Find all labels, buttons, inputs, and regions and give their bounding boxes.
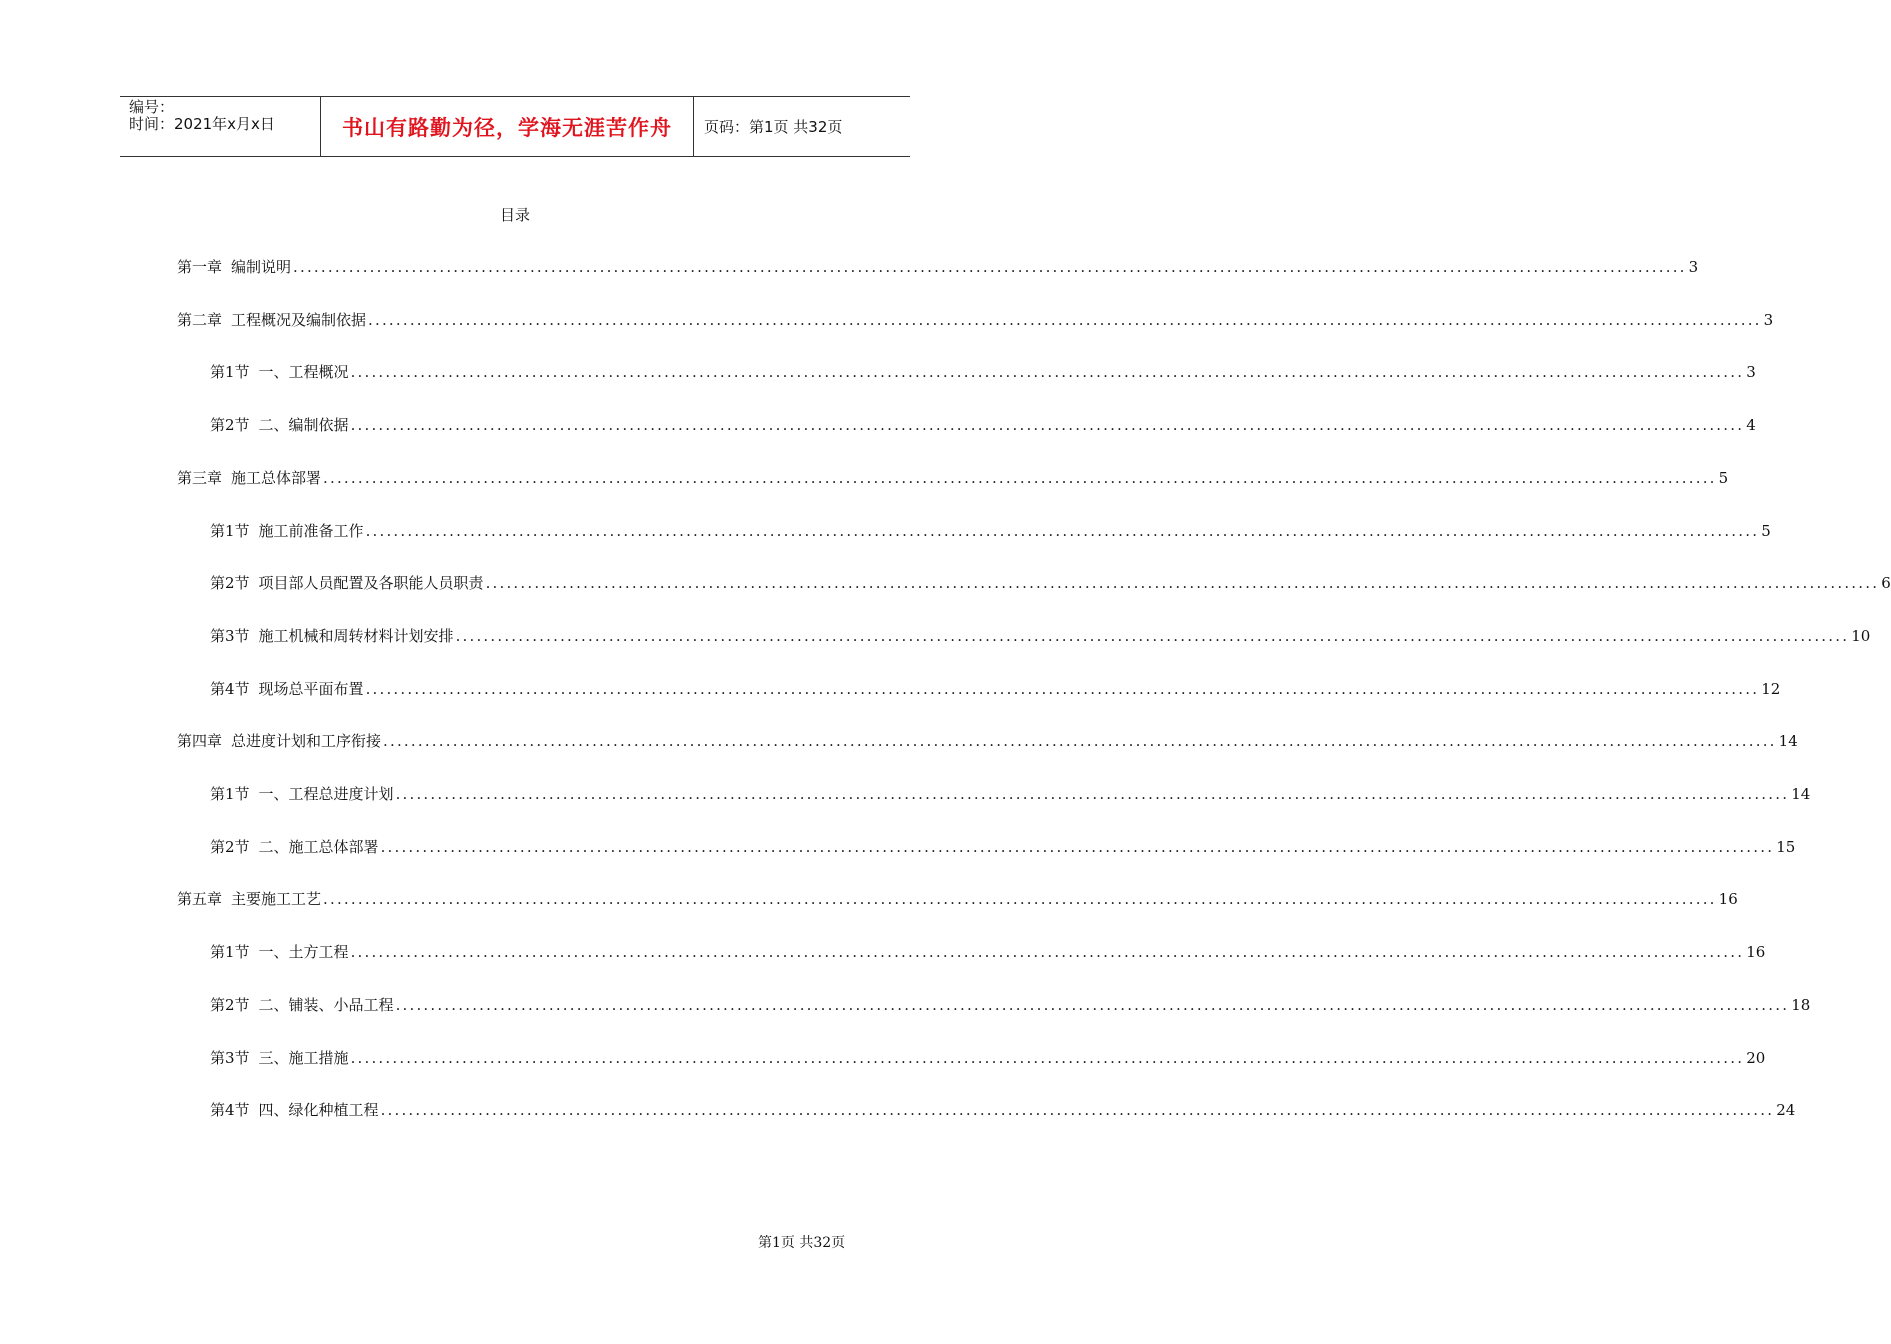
toc-entry-page: 15: [1776, 837, 1796, 856]
toc-entry-page: 16: [1718, 890, 1738, 909]
toc-entry-leader: ........................................................................................................................................................................................................: [323, 468, 1717, 487]
toc-entry-page: 3: [1763, 310, 1774, 329]
toc-entry-page: 20: [1746, 1048, 1766, 1067]
toc-entry-leader: ........................................................................................................................................................................................................: [380, 837, 1775, 856]
header-page-info: 页码：第1页 共32页: [704, 118, 843, 136]
toc-entry-number: 第1节: [210, 785, 250, 803]
toc-entry[interactable]: [210, 783, 1811, 805]
toc-entry-number: 第一章: [177, 258, 223, 276]
toc-entry[interactable]: [210, 414, 1756, 436]
toc-entry[interactable]: [210, 1099, 1796, 1121]
toc-entry-page: 4: [1746, 416, 1756, 435]
toc-entry[interactable]: [210, 520, 1771, 542]
toc-entry[interactable]: [210, 941, 1766, 963]
toc-entry-number: 第四章: [177, 732, 223, 751]
toc-entry-page: 18: [1791, 995, 1811, 1014]
toc-entry-number: 第2节: [210, 837, 250, 856]
toc-entry-number: 第3节: [210, 1048, 250, 1067]
toc-entry-number: 第1节: [210, 943, 250, 962]
toc-entry-leader: ........................................................................................................................................................................................................: [350, 416, 1745, 435]
toc-entry-leader: ........................................................................................................................................................................................................: [455, 626, 1850, 645]
toc-entry[interactable]: [177, 467, 1729, 489]
toc-entry-title: 二、编制依据: [258, 416, 349, 435]
toc-entry-title: 一、工程总进度计划: [258, 785, 394, 803]
toc-entry-title: 施工总体部署: [231, 468, 322, 487]
toc-entry-page: 14: [1778, 732, 1798, 751]
toc-entry-title: 施工前准备工作: [258, 521, 364, 540]
toc-entry-title: 总进度计划和工序衔接: [231, 732, 382, 751]
toc-entry-leader: ........................................................................................................................................................................................................: [383, 732, 1777, 751]
toc-entry-number: 第2节: [210, 416, 250, 435]
toc-entry-leader: ........................................................................................................................................................................................................: [350, 1048, 1745, 1067]
toc-entry-number: 第2节: [210, 574, 250, 593]
toc-entry-number: 第3节: [210, 626, 250, 645]
toc-entry-title: 二、铺装、小品工程: [258, 995, 394, 1014]
toc-entry[interactable]: [210, 572, 1891, 594]
toc-entry-number: 第2节: [210, 995, 250, 1014]
toc-entry-page: 24: [1776, 1101, 1796, 1120]
header-meta: [120, 97, 321, 156]
toc-entry-page: 5: [1718, 468, 1729, 487]
toc-entry-title: 工程概况及编制依据: [231, 310, 367, 329]
page-header: [120, 96, 910, 157]
toc-entry-leader: ........................................................................................................................................................................................................: [395, 995, 1790, 1014]
toc-entry-title: 编制说明: [231, 258, 292, 276]
toc-entry-leader: ........................................................................................................................................................................................................: [323, 890, 1717, 909]
toc-entry-title: 四、绿化种植工程: [258, 1101, 379, 1120]
toc-entry-number: 第三章: [177, 468, 223, 487]
toc-entry-page: 12: [1761, 679, 1781, 698]
toc-entry-leader: ........................................................................................................................................................................................................: [485, 574, 1880, 593]
toc-entry-leader: ........................................................................................................................................................................................................: [293, 258, 1687, 276]
toc-entry-number: 第二章: [177, 310, 223, 329]
toc-entry-leader: ........................................................................................................................................................................................................: [365, 679, 1760, 698]
toc-entry-number: 第1节: [210, 363, 250, 382]
toc-entry-title: 一、工程概况: [258, 363, 349, 382]
toc-entry-leader: ........................................................................................................................................................................................................: [350, 943, 1745, 962]
toc-entry-page: 3: [1746, 363, 1756, 382]
toc-entry[interactable]: [210, 361, 1756, 383]
document-time: 时间：2021年x月x日: [129, 115, 275, 133]
toc-entry[interactable]: [210, 836, 1796, 858]
toc-entry-title: 三、施工措施: [258, 1048, 349, 1067]
toc-entry[interactable]: [177, 309, 1774, 331]
toc-entry-page: 14: [1791, 785, 1811, 803]
toc-entry-title: 二、施工总体部署: [258, 837, 379, 856]
toc-entry-number: 第五章: [177, 890, 223, 909]
toc-entry-page: 3: [1688, 258, 1699, 276]
toc-entry-page: 16: [1746, 943, 1766, 962]
document-number-label: 编号：: [129, 98, 175, 116]
toc-entry-number: 第4节: [210, 679, 250, 698]
toc-entry-title: 项目部人员配置及各职能人员职责: [258, 574, 484, 593]
toc-entry-leader: ........................................................................................................................................................................................................: [365, 521, 1760, 540]
toc-entry-page: 5: [1761, 521, 1771, 540]
toc-entry-leader: ........................................................................................................................................................................................................: [395, 785, 1790, 803]
toc-entry[interactable]: [210, 625, 1871, 647]
toc-title: 目录: [499, 206, 530, 224]
toc-entry-number: 第4节: [210, 1101, 250, 1120]
toc-entry[interactable]: [210, 1047, 1766, 1069]
toc-entry-number: 第1节: [210, 521, 250, 540]
header-motto: 书山有路勤为径，学海无涯苦作舟: [321, 97, 694, 156]
toc-entry[interactable]: [177, 888, 1738, 910]
page-footer: 第1页 共32页: [758, 1235, 846, 1251]
toc-entry-title: 一、土方工程: [258, 943, 349, 962]
toc-entry[interactable]: [210, 994, 1811, 1016]
toc-entry-leader: ........................................................................................................................................................................................................: [350, 363, 1745, 382]
toc-entry-title: 施工机械和周转材料计划安排: [258, 626, 454, 645]
toc-entry-title: 现场总平面布置: [258, 679, 364, 698]
toc-entry[interactable]: [177, 256, 1699, 278]
toc-entry-leader: ........................................................................................................................................................................................................: [380, 1101, 1775, 1120]
toc-entry-title: 主要施工工艺: [231, 890, 322, 909]
toc-entry[interactable]: [210, 678, 1781, 700]
toc-entry[interactable]: [177, 730, 1798, 752]
toc-entry-leader: ........................................................................................................................................................................................................: [368, 310, 1762, 329]
toc-entry-page: 10: [1851, 626, 1871, 645]
toc-entry-page: 6: [1881, 574, 1891, 593]
